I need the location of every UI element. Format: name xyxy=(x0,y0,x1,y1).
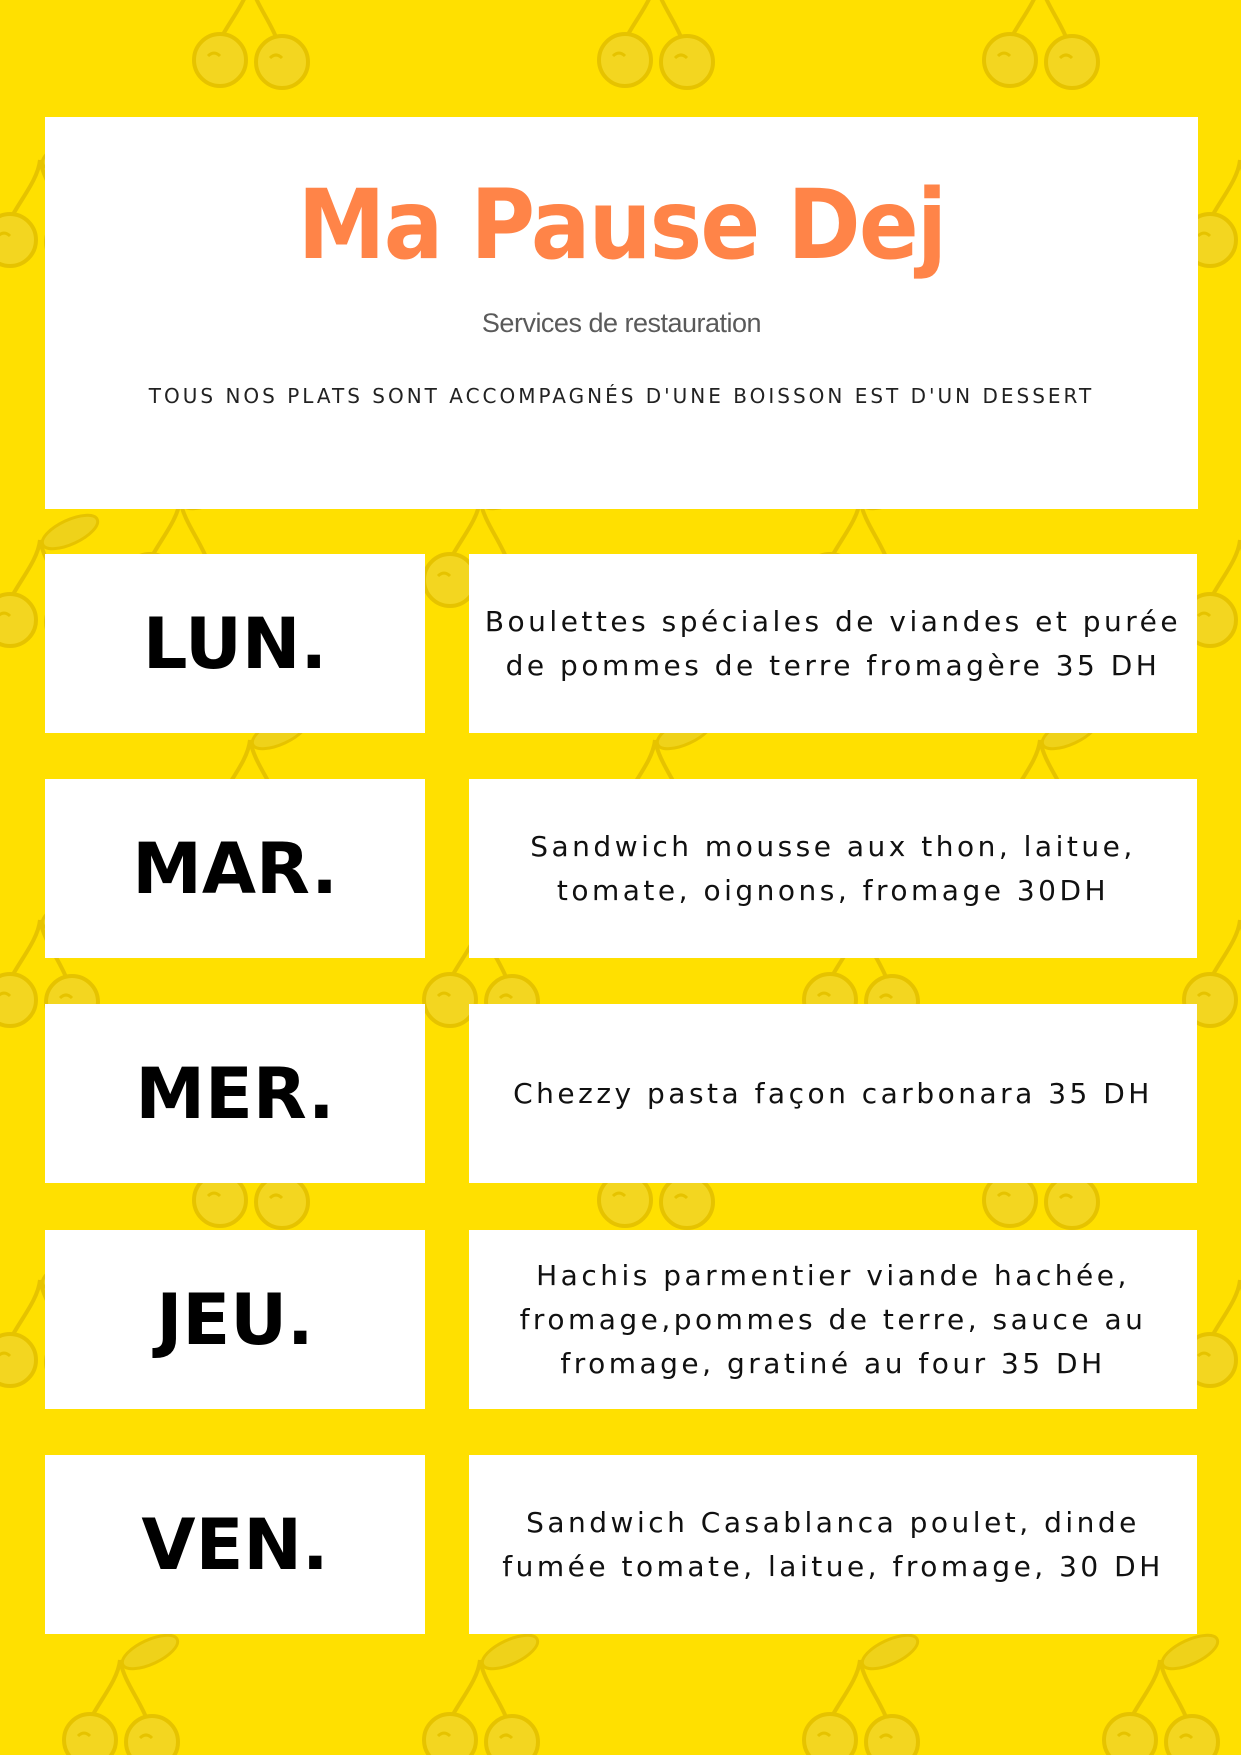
dish-description: Boulettes spéciales de viandes et purée de pommes de terre fromagère 35 DH xyxy=(484,604,1182,682)
dish-card-ven xyxy=(469,1455,1197,1634)
dish-description: Sandwich Casablanca poulet, dinde fumée tomate, laitue, fromage, 30 DH xyxy=(502,1505,1164,1583)
dish-description: Hachis parmentier viande hachée, fromage,pommes de terre, sauce au fromage, gratiné au four 35 DH xyxy=(519,1258,1147,1380)
day-label: LUN. xyxy=(142,602,328,685)
day-card-mar xyxy=(45,779,425,958)
day-label: MAR. xyxy=(132,827,338,910)
dish-description: Sandwich mousse aux thon, laitue, tomate, oignons, fromage 30DH xyxy=(530,829,1136,907)
day-card-jeu xyxy=(45,1230,425,1409)
dish-card-jeu xyxy=(469,1230,1197,1409)
day-card-lun xyxy=(45,554,425,733)
day-label: VEN. xyxy=(141,1503,329,1586)
day-card-mer xyxy=(45,1004,425,1183)
meal-note: TOUS NOS PLATS SONT ACCOMPAGNÉS D'UNE BOISSON EST D'UN DESSERT xyxy=(148,384,1095,408)
day-card-ven xyxy=(45,1455,425,1634)
dish-card-mer xyxy=(469,1004,1197,1183)
dish-card-lun xyxy=(469,554,1197,733)
brand-subtitle: Services de restauration xyxy=(481,308,762,338)
brand-title: Ma Pause Dej xyxy=(297,169,946,281)
day-label: JEU. xyxy=(156,1278,314,1361)
day-label: MER. xyxy=(135,1052,335,1135)
header-card xyxy=(45,117,1198,509)
dish-description: Chezzy pasta façon carbonara 35 DH xyxy=(513,1076,1153,1110)
dish-card-mar xyxy=(469,779,1197,958)
